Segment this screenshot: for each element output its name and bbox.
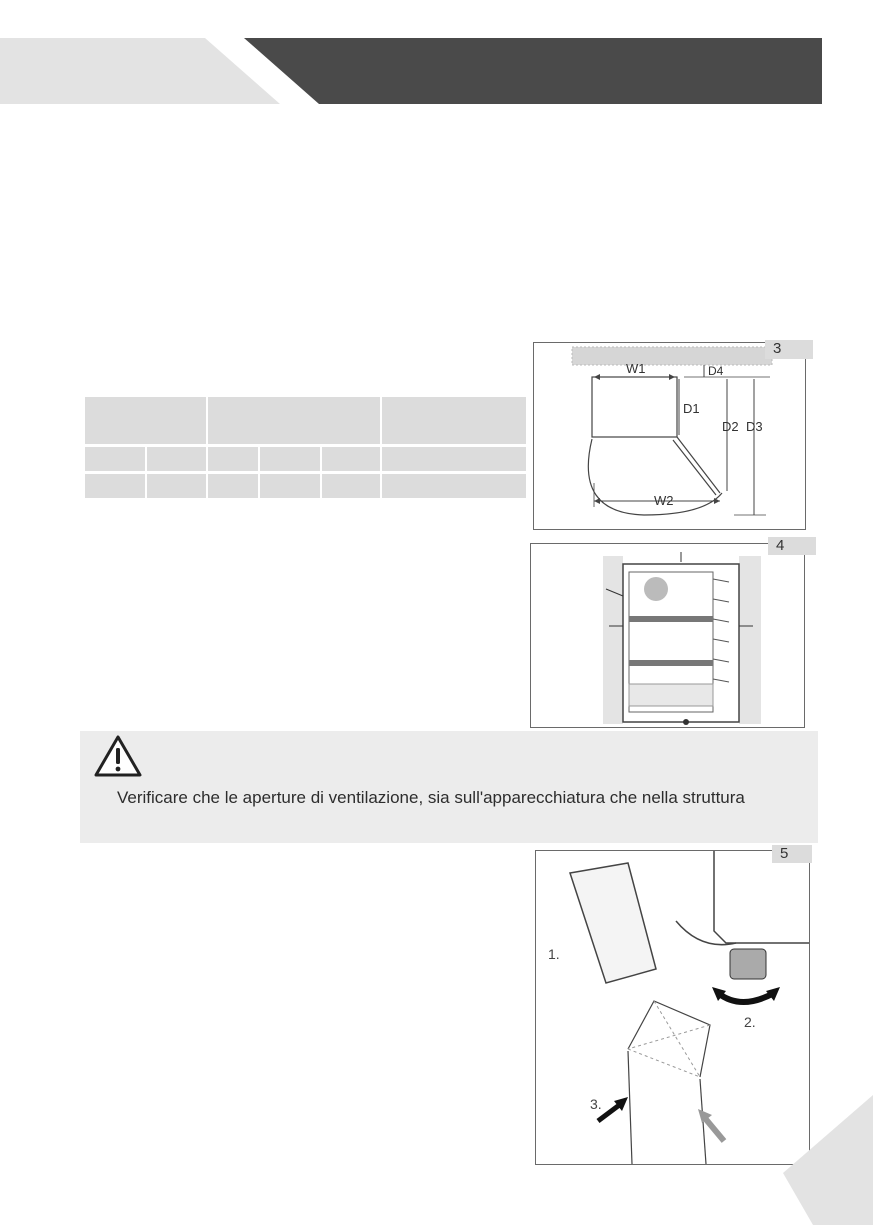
warning-box: [80, 731, 818, 843]
table-cell: [260, 474, 322, 501]
table-row: [85, 447, 526, 474]
table-header-cell: [382, 397, 526, 447]
table-cell: [85, 474, 147, 501]
table-cell: [85, 447, 147, 474]
label-d3: D3: [746, 419, 763, 434]
step-1-label: 1.: [548, 946, 560, 962]
step-3-label: 3.: [590, 1096, 602, 1112]
label-d1: D1: [683, 401, 700, 416]
dimension-table: [85, 397, 526, 501]
table-cell: [147, 474, 209, 501]
fan-grille: [644, 577, 668, 601]
figure-number: 5: [772, 845, 812, 863]
side-panel-right: [739, 556, 761, 724]
label-d2: D2: [722, 419, 739, 434]
table-header-row: [85, 397, 526, 447]
table-cell: [208, 474, 260, 501]
door-panel: [570, 863, 656, 983]
warning-text: Verificare che le aperture di ventilazione, sia sull'apparecchiatura che nella struttura: [117, 788, 745, 807]
label-d4: D4: [708, 364, 724, 378]
figure-5-door-leveling-diagram: [535, 850, 810, 1165]
wall-hatch: [572, 347, 772, 365]
clearance-drawing: [534, 343, 805, 529]
label-w1: W1: [626, 361, 646, 376]
header-banner: [244, 38, 822, 104]
figure-4-ventilation-diagram: [530, 543, 805, 728]
appliance-corner: [714, 851, 809, 943]
warning-triangle-icon: [92, 733, 144, 784]
header-tab-left: [0, 38, 300, 104]
table-cell: [208, 447, 260, 474]
rotate-arrow-icon: [718, 993, 774, 1002]
appliance-drawing: [531, 544, 804, 727]
side-panel-left: [603, 556, 623, 724]
table-cell: [260, 447, 322, 474]
figure-number: 3: [765, 340, 813, 359]
open-door: [677, 437, 720, 493]
figure-3-clearance-diagram: [533, 342, 806, 530]
label-w2: W2: [654, 493, 674, 508]
table-cell: [322, 474, 382, 501]
cabinet-outline: [592, 377, 677, 437]
table-cell: [147, 447, 209, 474]
figure-number: 4: [768, 537, 816, 555]
table-header-cell: [208, 397, 381, 447]
table-row: [85, 474, 526, 501]
step-2-label: 2.: [744, 1014, 756, 1030]
table-cell: [382, 474, 526, 501]
table-cell: [322, 447, 382, 474]
leveling-foot: [730, 949, 766, 979]
table-header-cell: [85, 397, 208, 447]
table-cell: [382, 447, 526, 474]
leveling-drawing: [536, 851, 809, 1164]
